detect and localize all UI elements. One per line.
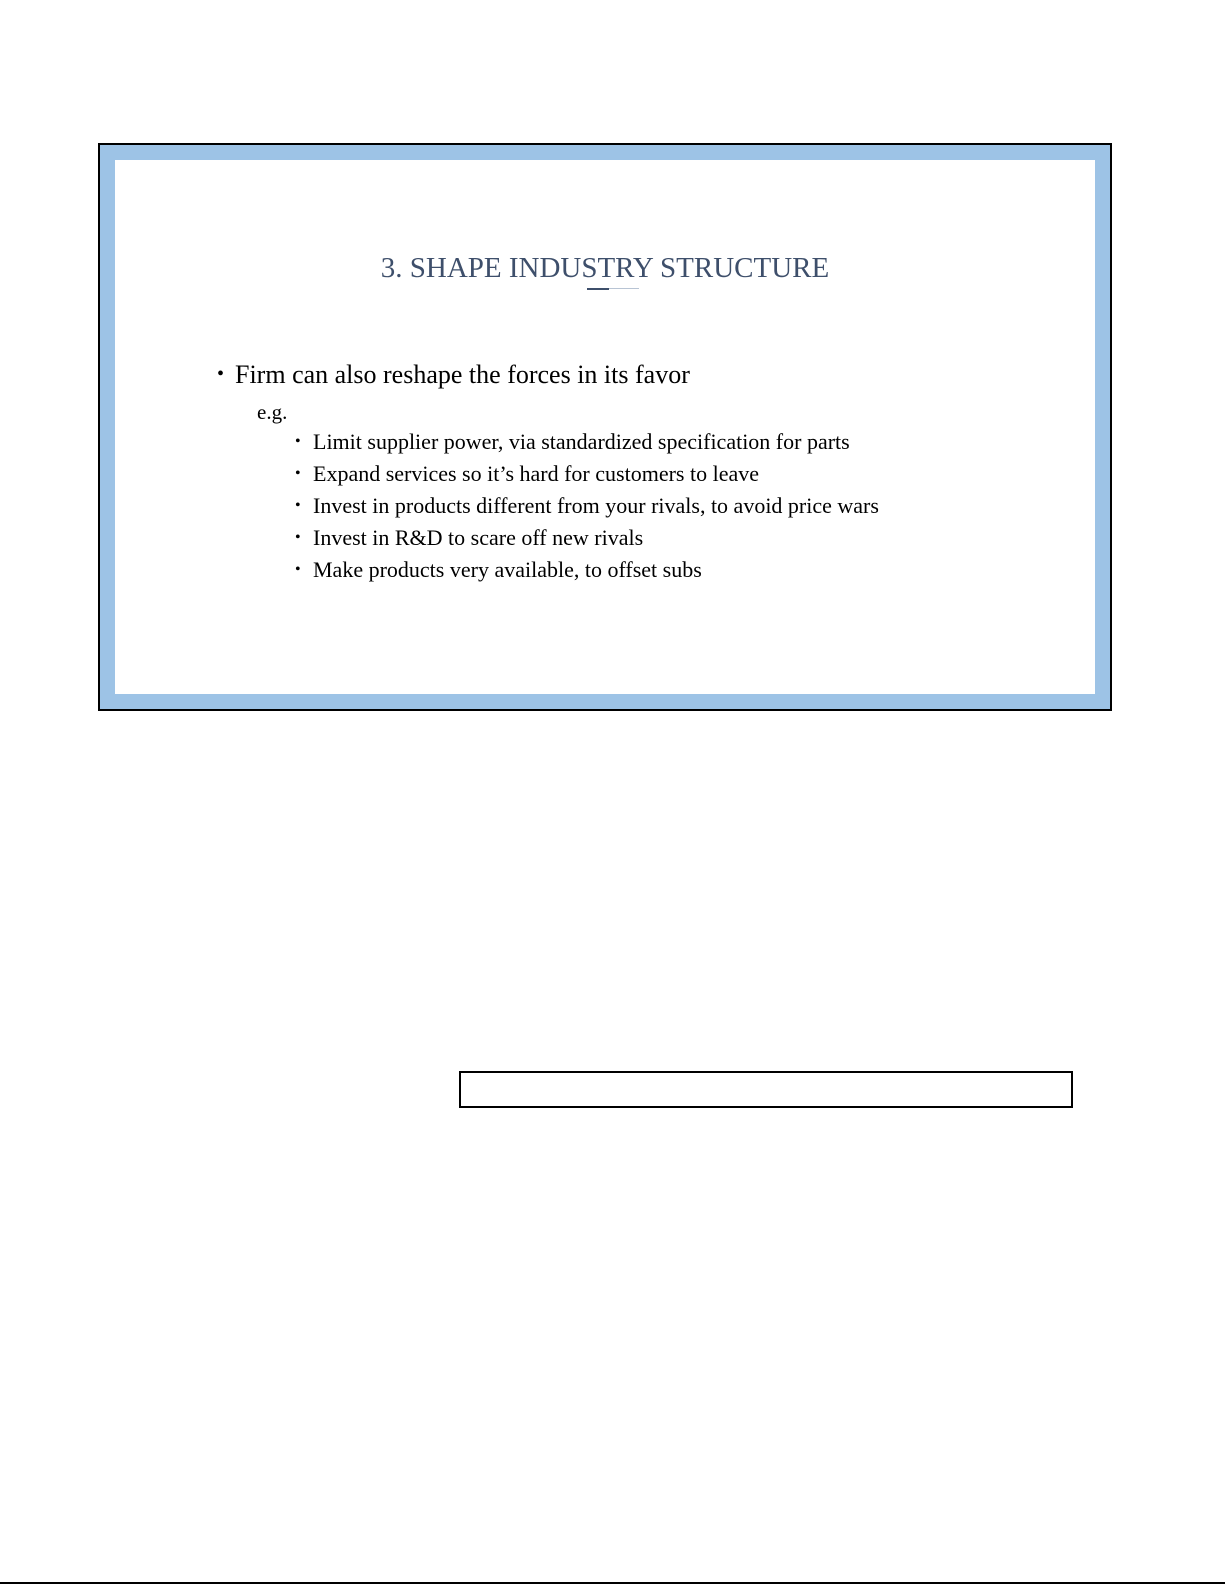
list-item [295, 490, 879, 522]
example-label: e.g. [257, 400, 288, 424]
title-underline [587, 288, 639, 290]
list-item [295, 458, 879, 490]
slide-title: 3. SHAPE INDUSTRY STRUCTURE [380, 252, 830, 284]
bullet-dot-icon: • [217, 363, 225, 385]
page-bottom-divider [0, 1582, 1225, 1584]
bullet-dot-icon: • [295, 465, 301, 482]
notes-field[interactable] [459, 1071, 1073, 1108]
bullet-dot-icon: • [295, 433, 301, 450]
list-item-text: Invest in R&D to scare off new rivals [313, 525, 644, 550]
title-underline-accent [587, 288, 609, 290]
list-item-text: Invest in products different from your rivals, to avoid price wars [313, 493, 879, 518]
list-item [295, 554, 879, 586]
main-bullet-text: Firm can also reshape the forces in its favor [235, 360, 690, 389]
list-item-text: Limit supplier power, via standardized specification for parts [313, 429, 850, 454]
list-item [295, 426, 879, 458]
title-underline-line [609, 288, 639, 289]
list-item-text: Make products very available, to offset subs [313, 557, 702, 582]
main-bullet [217, 360, 690, 390]
bullet-dot-icon: • [295, 529, 301, 546]
list-item [295, 522, 879, 554]
sub-bullet-list [295, 426, 879, 586]
bullet-dot-icon: • [295, 561, 301, 578]
slide-content [115, 160, 1095, 694]
slide-frame [98, 143, 1112, 711]
list-item-text: Expand services so it’s hard for customers to leave [313, 461, 759, 486]
bullet-dot-icon: • [295, 497, 301, 514]
